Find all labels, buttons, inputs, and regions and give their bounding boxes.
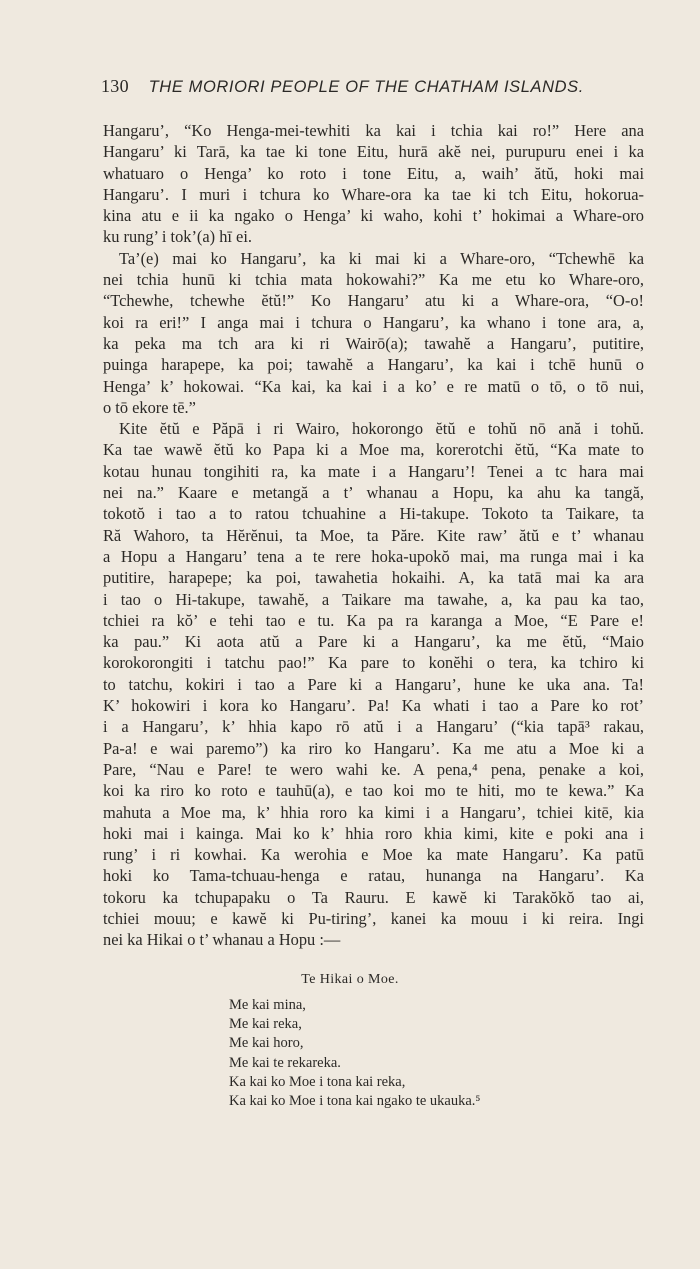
text-line: nei ka Hikai o t’ whanau a Hopu :— (103, 930, 341, 950)
text-line: “Tchewhe, tchewhe ĕtŭ!” Ko Hangaru’ atu ki a Whare-ora, “O-o! (103, 291, 644, 311)
text-line: nei tchia hunū ki tchia mata hokowahi?” Ka me etu ko Whare-oro, (103, 270, 644, 290)
text-line: mahuta a Moe ma, k’ hhia roro ka kimi i a Hangaru’, tchiei kitē, kia (103, 802, 644, 822)
text-line: Pare, “Nau e Pare! te wero wahi ke. A pena,⁴ pena, penake a koi, (103, 759, 644, 779)
text-line: kotau hunau tongihiti ra, ka mate i a Hangaru’! Tenei a tc hara mai (103, 461, 644, 481)
text-line: Hangaru’ ki Tarā, ka tae ki tone Eitu, hurā akĕ nei, purupuru enei i ka (103, 142, 644, 162)
text-line: i a Hangaru’, k’ hhia kapo rō atŭ i a Hangaru’ (“kia tapā³ rakau, (103, 717, 644, 737)
verse-line: Me kai reka, (229, 1016, 302, 1033)
chant-verse (229, 996, 480, 1111)
text-line: Pa-a! e wai paremo”) ka riro ko Hangaru’. Ka me atu a Moe ki a (103, 738, 644, 758)
text-line: Ta’(e) mai ko Hangaru’, ka ki mai ki a Whare-oro, “Tchewhē ka (119, 248, 644, 268)
text-line: a Hopu a Hangaru’ tena a te rere hoka-upokŏ mai, ma runga mai i ka (103, 546, 644, 566)
text-line: koi ra eri!” I anga mai i tchura o Hangaru’, ka whano i tone ara, a, (103, 312, 644, 332)
text-line: to tatchu, kokiri i tao a Pare ki a Hangaru’, hune ke uka ana. Ta! (103, 674, 644, 694)
text-line: ka pau.” Ki aota atŭ a Pare ki a Hangaru’, ka me ĕtŭ, “Maio (103, 632, 644, 652)
text-line: whatuaro o Henga’ ko roto i tone Eitu, a, waih’ ătŭ, hoki mai (103, 163, 644, 183)
text-line: Henga’ k’ hokowai. “Ka kai, ka kai i a ko’ e re matū o tō, o tō nui, (103, 376, 644, 396)
verse-line: Me kai horo, (229, 1035, 304, 1052)
text-line: K’ hokowiri i kora ko Hangaru’. Pa! Ka whati i tao a Pare ko rot’ (103, 696, 644, 716)
page-header (101, 76, 646, 97)
verse-line: Me kai mina, (229, 997, 306, 1013)
verse-line: Ka kai ko Moe i tona kai ngako te ukauka.⁵ (229, 1093, 481, 1110)
text-line: i tao o Hi-takupe, tawahĕ, a Taikare ma tawahe, a, ka pau ka tao, (103, 589, 644, 609)
verse-line: Ka kai ko Moe i tona kai reka, (229, 1073, 406, 1090)
text-line: tokotŏ i tao a to ratou tchuahine a Hi-takupe. Tokoto ta Taikare, ta (103, 504, 644, 524)
verse-line: Me kai te rekareka. (229, 1054, 341, 1071)
chant-title: Te Hikai o Moe. (301, 972, 399, 987)
text-line: koi ka riro ko roto e tauhū(a), e tao koi mo te hiti, mo te kewa.” Ka (103, 781, 644, 801)
text-line: korokorongiti i tatchu pao!” Ka pare to konĕhi o tera, ka tchiro ki (103, 653, 644, 673)
text-line: Hangaru’. I muri i tchura ko Whare-ora ka tae ki tch Eitu, hokorua- (103, 184, 644, 204)
text-line: ku rung’ i tok’(a) hī ei. (103, 227, 252, 247)
text-line: ka peka ma tch ara ki ri Wairō(a); tawahĕ a Hangaru’, putitire, (103, 333, 644, 353)
text-line: o tō ekore tē.” (103, 397, 196, 417)
text-line: hoki mai i kainga. Mai ko k’ hhia roro khia kimi, kite e poki ana i (103, 823, 644, 843)
text-line: tokoru ka tchupapaku o Ta Rauru. E kawĕ ki Tarakŏkŏ tao ai, (103, 887, 644, 907)
text-line: hoki ko Tama-tchuau-henga e ratau, hunanga na Hangaru’. Ka (103, 866, 644, 886)
text-line: Kite ĕtŭ e Păpā i ri Wairo, hokorongo ĕtŭ e tohŭ nō ană i tohŭ. (119, 419, 644, 439)
text-line: Ră Wahoro, ta Hĕrĕnui, ta Moe, ta Păre. Kite raw’ ătŭ e t’ whanau (103, 525, 644, 545)
text-line: Ka tae wawĕ ĕtŭ ko Papa ki a Moe ma, korerotchi ĕtŭ, “Ka mate to (103, 440, 644, 460)
body-text (103, 120, 644, 951)
text-line: tchiei ra kŏ’ e tehi tao e tu. Ka pa ra karanga a Moe, “E Pare e! (103, 610, 644, 630)
running-title: THE MORIORI PEOPLE OF THE CHATHAM ISLANDS. (148, 78, 584, 96)
text-line: Hangaru’, “Ko Henga-mei-tewhiti ka kai i tchia kai ro!” Here ana (103, 121, 644, 140)
text-line: nei na.” Kaare e metangă a t’ whanau a Hopu, ka ahu ka tangă, (103, 483, 644, 503)
text-line: kina atu e ii ka ngako o Henga’ ki waho, kohi t’ hokimai a Whare-oro (103, 206, 644, 226)
page-number: 130 (101, 76, 129, 96)
text-line: rung’ i ri kowhai. Ka werohia e Moe ka mate Hangaru’. Ka patū (103, 845, 644, 865)
text-line: puinga harapepe, ka poi; tawahĕ a Hangaru’, ka kai i tchē hunū o (103, 355, 644, 375)
text-line: putitire, harapepe; ka poi, tawahetia hokaihi. A, ka tatā mai ka ara (103, 568, 644, 588)
text-line: tchiei mouu; e kawĕ ki Pu-tiring’, kanei ka mouu i ki reira. Ingi (103, 908, 644, 928)
